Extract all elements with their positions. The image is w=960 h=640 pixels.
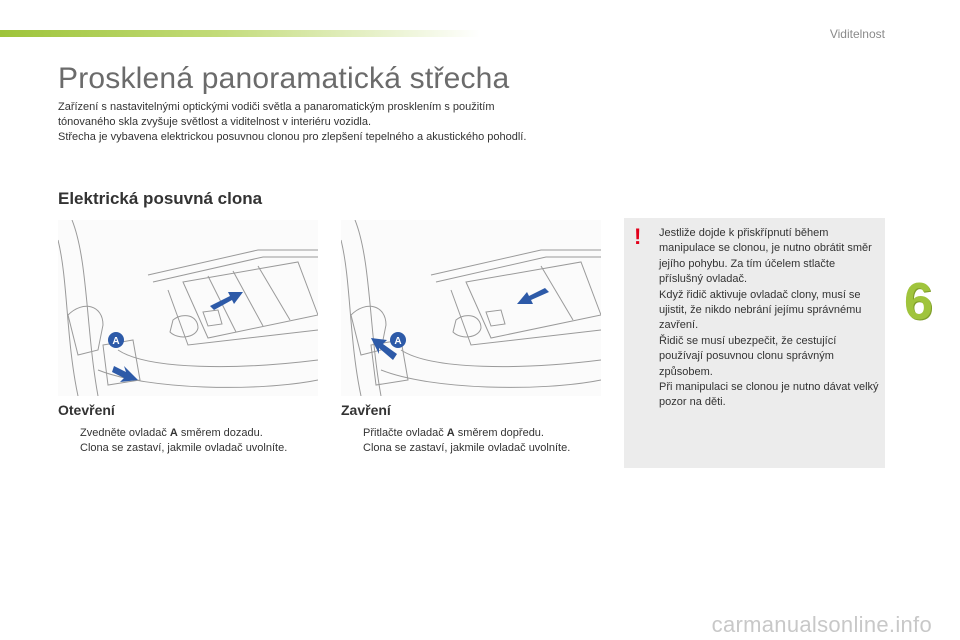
intro-paragraph: [58, 100, 618, 145]
close-control-ref: A: [446, 427, 455, 439]
chapter-number: 6: [904, 273, 933, 331]
illustration-open: [58, 220, 318, 396]
warning-box: [624, 218, 885, 468]
warning-icon: !: [634, 224, 642, 249]
open-text: Zvedněte ovladač: [80, 427, 170, 439]
header-accent-bar: [0, 30, 480, 37]
control-a-label: A: [394, 336, 402, 347]
open-text: směrem dozadu.: [177, 427, 263, 439]
intro-line: Zařízení s nastavitelnými optickými vodiči světla a panaromatickým prosklením s použitím: [58, 101, 495, 113]
close-text: Clona se zastaví, jakmile ovladač uvolníte.: [363, 442, 571, 454]
warning-text: Jestliže dojde k přiskřípnutí během manipulace se clonou, je nutno obrátit směr jejího pohybu. Za tím účelem stlačte příslušný ovladač. Když řidič aktivuje ovladač clony, musí se ujistit, že nikdo nebrání jejímu správnému zavření. Řidič se musí ubezpečit, že cestující používají posuvnou clonu správným způsobem. Při manipulaci se clonou je nutno dávat velký pozor na děti.: [659, 227, 879, 409]
roof-open-drawing: [58, 220, 318, 396]
roof-close-drawing: [341, 220, 601, 396]
open-instructions: [58, 426, 328, 456]
open-control-ref: A: [169, 427, 178, 439]
close-instructions: [341, 426, 611, 456]
open-heading: Otevření: [58, 402, 115, 418]
arrow-backward-icon: [210, 292, 243, 310]
section-subtitle: Elektrická posuvná clona: [58, 189, 263, 208]
intro-line: tónovaného skla zvyšuje světlost a viditelnost v interiéru vozidla.: [58, 116, 372, 128]
section-label: Viditelnost: [829, 27, 885, 41]
close-text: Přitlačte ovladač: [363, 427, 447, 439]
intro-line: Střecha je vybavena elektrickou posuvnou clonou pro zlepšení tepelného a akustického pohodlí.: [58, 131, 527, 143]
open-text: Clona se zastaví, jakmile ovladač uvolníte.: [80, 442, 288, 454]
arrow-down-icon: [112, 366, 138, 382]
close-text: směrem dopředu.: [454, 427, 544, 439]
illustration-close: [341, 220, 601, 396]
control-a-label: A: [112, 336, 120, 347]
arrow-forward-icon: [517, 288, 549, 304]
close-heading: Zavření: [341, 402, 391, 418]
watermark: carmanualsonline.info: [711, 612, 932, 637]
page-title: Prosklená panoramatická střecha: [58, 62, 510, 95]
